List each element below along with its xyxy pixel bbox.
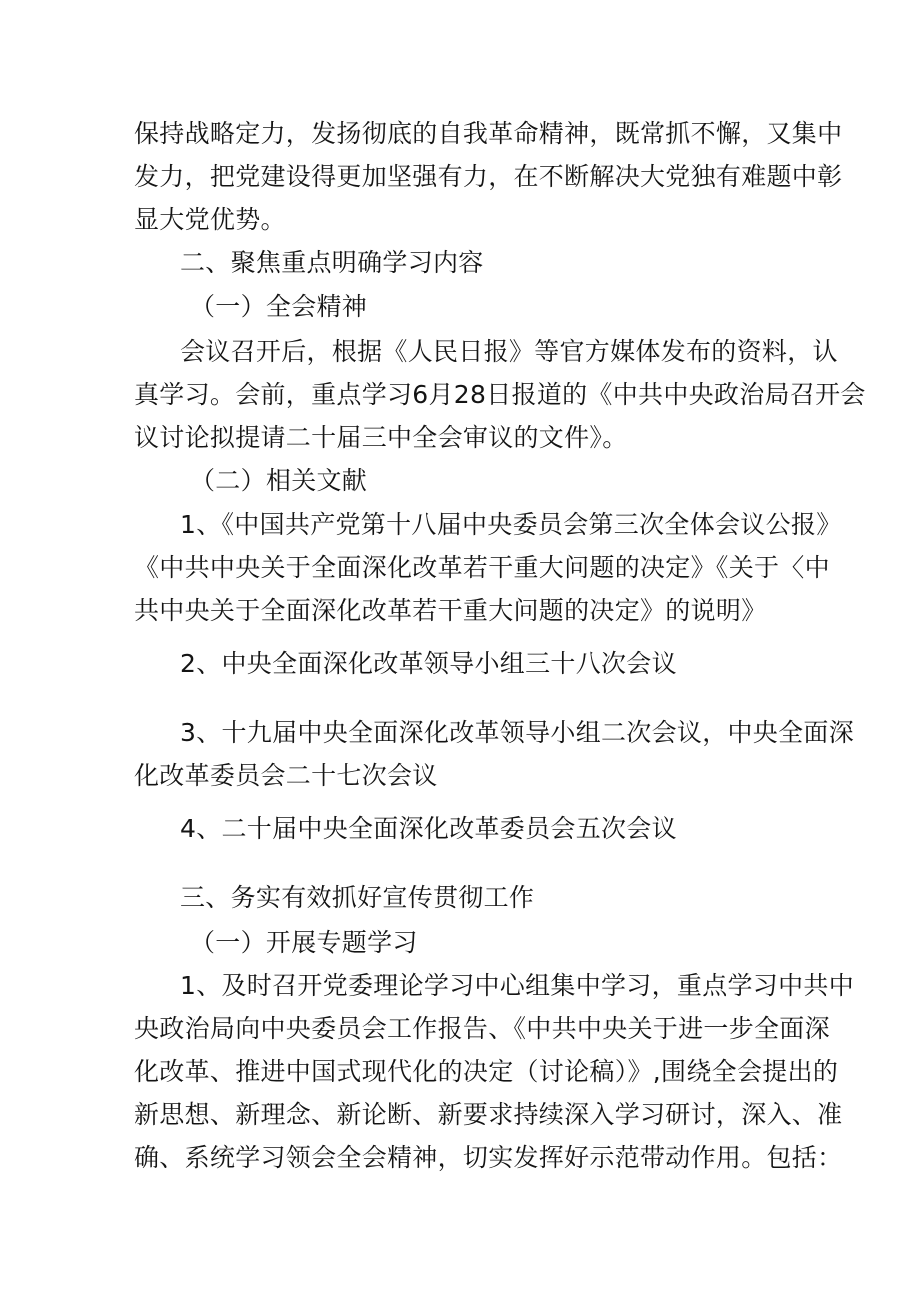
paragraph-line: 真学习。会前，重点学习6月28日报道的《中共中央政治局召开会 xyxy=(134,380,866,409)
subsection-heading: （一）全会精神 xyxy=(190,292,368,321)
paragraph-line: 央政治局向中央委员会工作报告、《中共中央关于进一步全面深 xyxy=(134,1014,830,1043)
paragraph-line: 确、系统学习领会全会精神，切实发挥好示范带动作用。包括： xyxy=(134,1143,843,1172)
paragraph-line: 新思想、新理念、新论断、新要求持续深入学习研讨，深入、准 xyxy=(134,1100,843,1129)
section-heading: 三、务实有效抓好宣传贯彻工作 xyxy=(180,883,535,912)
paragraph-line: 保持战略定力，发扬彻底的自我革命精神，既常抓不懈，又集中 xyxy=(134,119,843,148)
list-item-line: 《中共中央关于全面深化改革若干重大问题的决定》《关于〈中 xyxy=(134,553,830,582)
list-item-line: 2、中央全面深化改革领导小组三十八次会议 xyxy=(180,649,677,678)
section-heading: 二、聚焦重点明确学习内容 xyxy=(180,248,484,277)
paragraph-line: 发力，把党建设得更加坚强有力，在不断解决大党独有难题中彰 xyxy=(134,162,843,191)
list-item-line: 3、十九届中央全面深化改革领导小组二次会议，中央全面深 xyxy=(180,718,855,747)
paragraph-line: 1、及时召开党委理论学习中心组集中学习，重点学习中共中 xyxy=(180,971,855,1000)
subsection-heading: （二）相关文献 xyxy=(190,466,368,495)
list-item-line: 化改革委员会二十七次会议 xyxy=(134,761,438,790)
subsection-heading: （一）开展专题学习 xyxy=(190,928,418,957)
paragraph-line: 显大党优势。 xyxy=(134,205,286,234)
list-item-line: 4、二十届中央全面深化改革委员会五次会议 xyxy=(180,814,677,843)
list-item-line: 共中央关于全面深化改革若干重大问题的决定》的说明》 xyxy=(134,596,767,625)
paragraph-line: 会议召开后，根据《人民日报》等官方媒体发布的资料，认 xyxy=(180,337,838,366)
list-item-line: 1、《中国共产党第十八届中央委员会第三次全体会议公报》 xyxy=(180,510,842,539)
paragraph-line: 议讨论拟提请二十届三中全会审议的文件》。 xyxy=(134,423,628,452)
paragraph-line: 化改革、推进中国式现代化的决定（讨论稿）》,围绕全会提出的 xyxy=(134,1057,839,1086)
